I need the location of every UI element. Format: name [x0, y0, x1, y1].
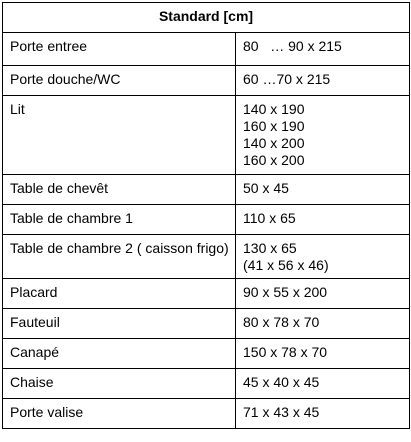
item-dimensions	[236, 66, 410, 96]
item-dimensions	[236, 175, 410, 205]
item-name: Table de chevêt	[3, 175, 236, 205]
item-name: Fauteuil	[3, 309, 236, 339]
item-dimensions	[236, 205, 410, 235]
dimension-line: (41 x 56 x 46)	[243, 257, 329, 273]
dimension-line: 130 x 65	[243, 240, 297, 256]
table-row	[3, 369, 410, 399]
dimension-line: 80 … 90 x 215	[243, 38, 342, 54]
table-row	[3, 309, 410, 339]
dimension-line: 80 x 78 x 70	[243, 314, 320, 330]
standard-dimensions-table	[2, 2, 410, 429]
table-row	[3, 66, 410, 96]
item-name: Lit	[3, 96, 236, 175]
item-name: Table de chambre 1	[3, 205, 236, 235]
table-row	[3, 175, 410, 205]
dimension-line: 160 x 200	[243, 152, 305, 168]
table-row	[3, 96, 410, 175]
dimension-line: 160 x 190	[243, 118, 305, 134]
item-name: Porte entree	[3, 33, 236, 66]
dimension-line: 90 x 55 x 200	[243, 284, 328, 300]
table-header-row	[3, 3, 410, 33]
dimension-line: 140 x 200	[243, 135, 305, 151]
table-row	[3, 33, 410, 66]
item-dimensions	[236, 399, 410, 429]
table-row	[3, 279, 410, 309]
dimension-line: 50 x 45	[243, 180, 289, 196]
item-name: Chaise	[3, 369, 236, 399]
dimension-line: 110 x 65	[243, 210, 296, 226]
item-name: Placard	[3, 279, 236, 309]
item-dimensions	[236, 339, 410, 369]
table-row	[3, 205, 410, 235]
item-dimensions	[236, 235, 410, 279]
item-dimensions	[236, 279, 410, 309]
dimension-line: 150 x 78 x 70	[243, 344, 328, 360]
table-header: Standard [cm]	[3, 3, 410, 33]
item-name: Porte douche/WC	[3, 66, 236, 96]
item-name: Table de chambre 2 ( caisson frigo)	[3, 235, 236, 279]
table-row	[3, 399, 410, 429]
dimension-line: 60 …70 x 215	[243, 71, 331, 87]
item-dimensions	[236, 33, 410, 66]
table-row	[3, 235, 410, 279]
item-dimensions	[236, 96, 410, 175]
table-row	[3, 339, 410, 369]
item-name: Porte valise	[3, 399, 236, 429]
dimension-line: 140 x 190	[243, 101, 305, 117]
item-name: Canapé	[3, 339, 236, 369]
item-dimensions	[236, 369, 410, 399]
item-dimensions	[236, 309, 410, 339]
dimension-line: 71 x 43 x 45	[243, 404, 320, 420]
dimension-line: 45 x 40 x 45	[243, 374, 320, 390]
